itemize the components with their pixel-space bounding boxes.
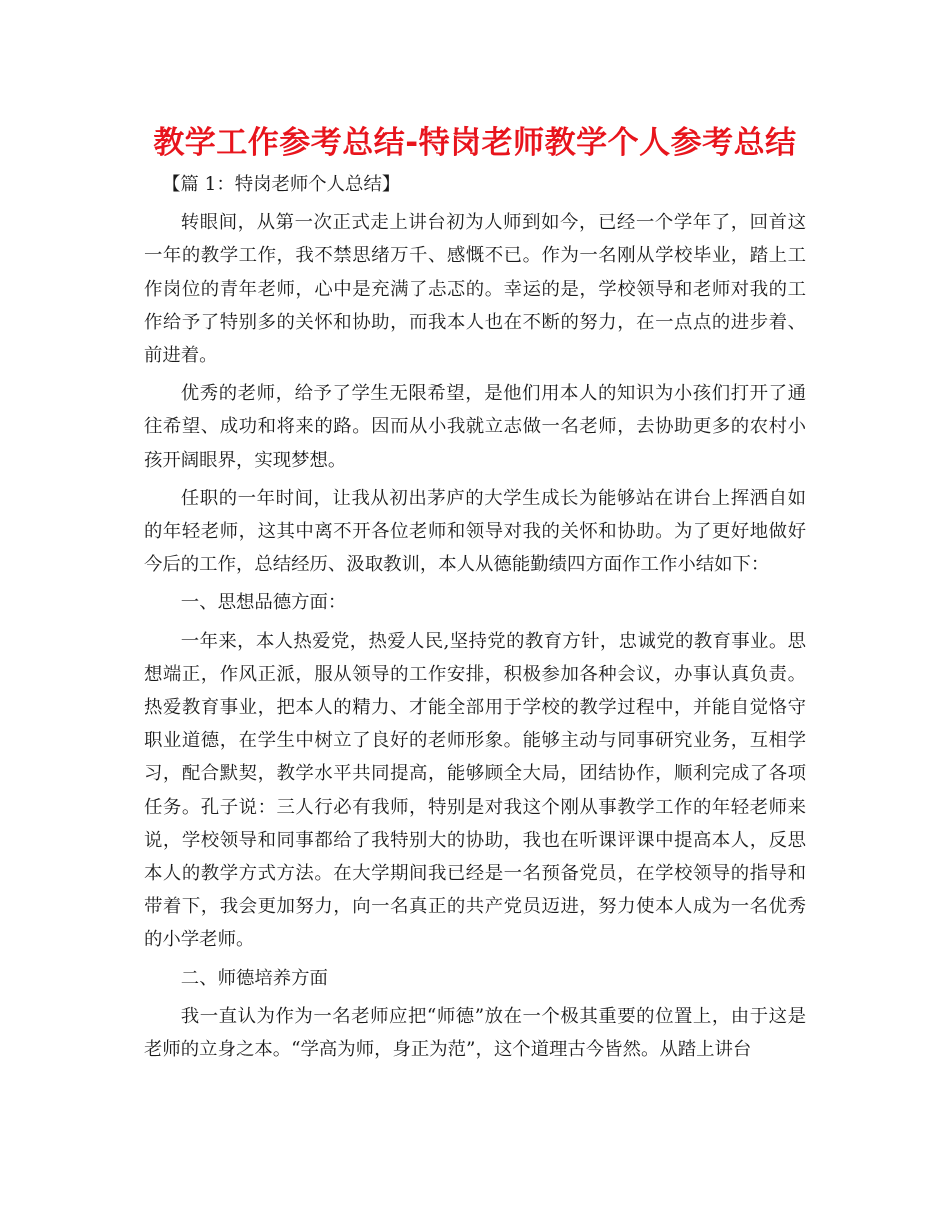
heading-ideology: 一、思想品德方面： (180, 592, 347, 614)
paragraph-ideology: 一年来，本人热爱党，热爱人民,坚持党的教育方针，忠诚党的教育事业。思想端正，作风正派，服从领导的工作安排，积极参加各种会议，办事认真负责。热爱教育事业，把本人的精力、才能全部用于学校的教学过程中，并能自觉恪守职业道德，在学生中树立了良好的老师形象。能够主动与同事研究业务，互相学习，配合默契，教学水平共同提高，能够顾全大局，团结协作，顺利完成了各项任务。孔子说：三人行必有我师，特别是对我这个刚从事教学工作的年轻老师来说，学校领导和同事都给了我特别大的协助，我也在听课评课中提高本人，反思本人的教学方式方法。在大学期间我已经是一名预备党员，在学校领导的指导和带着下，我会更加努力，向一名真正的共产党员迈进，努力使本人成为一名优秀的小学老师。 (144, 630, 806, 951)
paragraph-summary-intro: 任职的一年时间，让我从初出茅庐的大学生成长为能够站在讲台上挥洒自如的年轻老师，这其中离不开各位老师和领导对我的关怀和协助。为了更好地做好今后的工作，总结经历、汲取教训，本人从德能勤绩四方面作工作小结如下： (144, 487, 806, 576)
paragraph-intro: 转眼间，从第一次正式走上讲台初为人师到如今，已经一个学年了，回首这一年的教学工作，我不禁思绪万千、感慨不已。作为一名刚从学校毕业，踏上工作岗位的青年老师，心中是充满了忐忑的。幸运的是，学校领导和老师对我的工作给予了特别多的关怀和协助，而我本人也在不断的努力，在一点点的进步着、前进着。 (144, 212, 806, 367)
heading-ethics: 二、师德培养方面 (180, 967, 328, 989)
section-label: 【篇 1：特岗老师个人总结】 (162, 174, 401, 195)
paragraph-ethics: 我一直认为作为一名老师应把“师德”放在一个极其重要的位置上，由于这是老师的立身之本。“学高为师，身正为范”，这个道理古今皆然。从踏上讲台 (144, 1005, 806, 1061)
document-title: 教学工作参考总结-特岗老师教学个人参考总结 (153, 125, 797, 161)
paragraph-aspiration: 优秀的老师，给予了学生无限希望，是他们用本人的知识为小孩们打开了通往希望、成功和将来的路。因而从小我就立志做一名老师，去协助更多的农村小孩开阔眼界，实现梦想。 (144, 383, 806, 471)
document-body (144, 168, 806, 1066)
